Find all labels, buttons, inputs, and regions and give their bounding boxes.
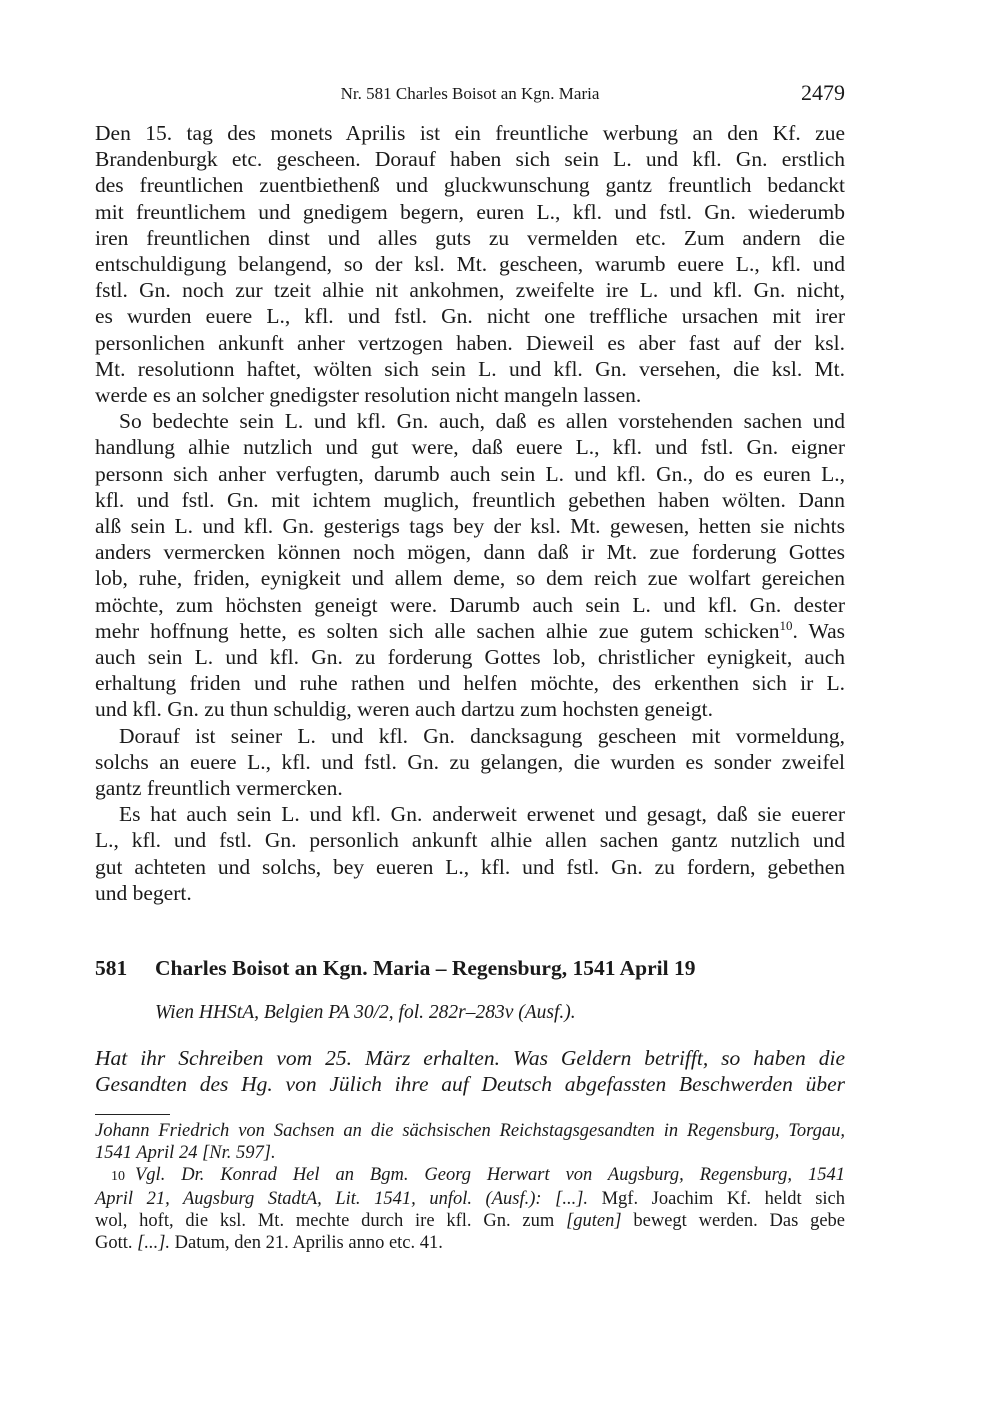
text-line: entschuldigung belangend, so der ksl. Mt. gescheen, warumb euere L., kfl. und	[95, 252, 845, 277]
text-line: solchs an euere L., kfl. und fstl. Gn. zu gelangen, die wurden es sonder zweifel	[95, 749, 845, 774]
page-number: 2479	[801, 80, 845, 105]
text-line: des freuntlichen zuentbiethenß und gluckwunschung gantz freuntlich bedanckt	[95, 173, 845, 198]
footnote-10-line: Gott. [...]. Datum, den 21. Aprilis anno etc. 41.	[95, 1233, 443, 1253]
text-line: So bedechte sein L. und kfl. Gn. auch, daß es allen vorstehenden sachen und	[119, 409, 845, 434]
footnote-10-line: wol, hoft, die ksl. Mt. mechte durch ire kfl. Gn. zum [guten] bewegt werden. Das gebe	[95, 1211, 846, 1231]
text-line: es wurden euere L., kfl. und fstl. Gn. nicht one treffliche ursachen mit irer	[95, 304, 845, 329]
section-heading	[95, 956, 845, 981]
text-line: personlichen ankunft anher vertzogen haben. Dieweil es aber fast auf der ksl.	[95, 330, 845, 355]
text-line: Es hat auch sein L. und kfl. Gn. anderweit erwenet und gesagt, daß sie euerer	[119, 802, 845, 827]
text-line: fstl. Gn. noch zur tzeit alhie nit ankohmen, zweifelte ire L. und kfl. Gn. nicht,	[95, 278, 845, 303]
footnote-rule	[95, 1114, 170, 1115]
text-line: gut achteten und solchs, bey eueren L., kfl. und fstl. Gn. zu fordern, gebethen	[95, 854, 845, 879]
text-line: lob, ruhe, friden, eynigkeit und allem deme, so dem reich zue wolfart gereichen	[95, 566, 845, 591]
main-text	[95, 120, 845, 906]
text-line: Den 15. tag des monets Aprilis ist ein freuntliche werbung an den Kf. zue	[95, 121, 845, 145]
text-line: Dorauf ist seiner L. und kfl. Gn. dancksagung gescheen mit vormeldung,	[119, 723, 845, 748]
text-line: Brandenburgk etc. gescheen. Dorauf haben sich sein L. und kfl. Gn. erstlich	[95, 147, 845, 172]
text-line: kfl. und fstl. Gn. mit ichtem muglich, freuntlich gebethen haben wölten. Dann	[95, 487, 845, 512]
text-line: iren freuntlichen dinst und alles guts zu vermelden etc. Zum andern die	[95, 225, 845, 250]
regest-line: Gesandten des Hg. von Jülich ihre auf Deutsch abgefassten Beschwerden über	[95, 1072, 845, 1097]
text-line: möchte, zum höchsten geneigt were. Darumb auch sein L. und kfl. Gn. dester	[95, 592, 845, 617]
text-line: werde es an solcher gnedigster resolution nicht mangeln lassen.	[95, 383, 642, 408]
text-line: mehr hoffnung hette, es solten sich alle sachen alhie zue gutem schicken$^{10}$. Was	[95, 617, 845, 643]
text-line: L., kfl. und fstl. Gn. personlich ankunft alhie allen sachen gantz nutzlich und	[95, 828, 845, 853]
text-line: und kfl. Gn. zu thun schuldig, weren auch dartzu zum hochsten geneigt.	[95, 697, 713, 722]
text-line: handlung alhie nutzlich und gut were, daß euere L., kfl. und fstl. Gn. eigner	[95, 435, 845, 460]
text-line: Mt. resolutionn haftet, wölten sich sein L. und kfl. Gn. versehen, die ksl. Mt.	[95, 356, 845, 381]
footnote-cont-line: 1541 April 24 [Nr. 597].	[95, 1143, 276, 1163]
running-title: Nr. 581 Charles Boisot an Kgn. Maria	[340, 84, 600, 103]
footnote-cont-line: Johann Friedrich von Sachsen an die sächsischen Reichstagsgesandten in Regensburg, Torgau,	[95, 1121, 845, 1141]
footnotes	[95, 1120, 845, 1254]
text-line: personn sich anher verfugten, darumb auch sein L. und kfl. Gn., do es euren L.,	[95, 461, 845, 486]
text-line: und begert.	[95, 880, 192, 905]
running-header	[95, 80, 845, 106]
section-number: 581	[95, 956, 128, 980]
text-line: auch sein L. und kfl. Gn. zu forderung Gottes lob, christlicher eynigkeit, auch	[95, 645, 845, 670]
text-line: alß sein L. und kfl. Gn. gesterigs tags bey der ksl. Mt. gewesen, hetten sie nichts	[95, 514, 845, 539]
regest-line: Hat ihr Schreiben vom 25. März erhalten. Was Geldern betrifft, so haben die	[95, 1046, 845, 1070]
text-line: erhaltung friden und ruhe rathen und helfen möchte, des erkenthen sich ir L.	[95, 671, 845, 696]
text-line: mit freuntlichem und gnedigem begern, euren L., kfl. und fstl. Gn. wiederumb	[95, 199, 845, 224]
footnote-number: 10	[111, 1169, 125, 1184]
footnote-ref[interactable]: 10	[779, 617, 793, 633]
footnote-10-line: 10 Vgl. Dr. Konrad Hel an Bgm. Georg Herwart von Augsburg, Regensburg, 1541	[95, 1164, 845, 1188]
text-line: gantz freuntlich vermercken.	[95, 776, 343, 801]
archival-source: Wien HHStA, Belgien PA 30/2, fol. 282r–283v (Ausf.).	[155, 1002, 576, 1023]
section-title: Charles Boisot an Kgn. Maria – Regensburg, 1541 April 19	[155, 956, 696, 980]
footnote-10-line: April 21, Augsburg StadtA, Lit. 1541, unfol. (Ausf.): [...]. Mgf. Joachim Kf. heldt sich	[95, 1189, 845, 1209]
text-line: anders vermercken können noch mögen, dann daß ir Mt. zue forderung Gottes	[95, 540, 845, 565]
regest	[95, 1045, 845, 1097]
